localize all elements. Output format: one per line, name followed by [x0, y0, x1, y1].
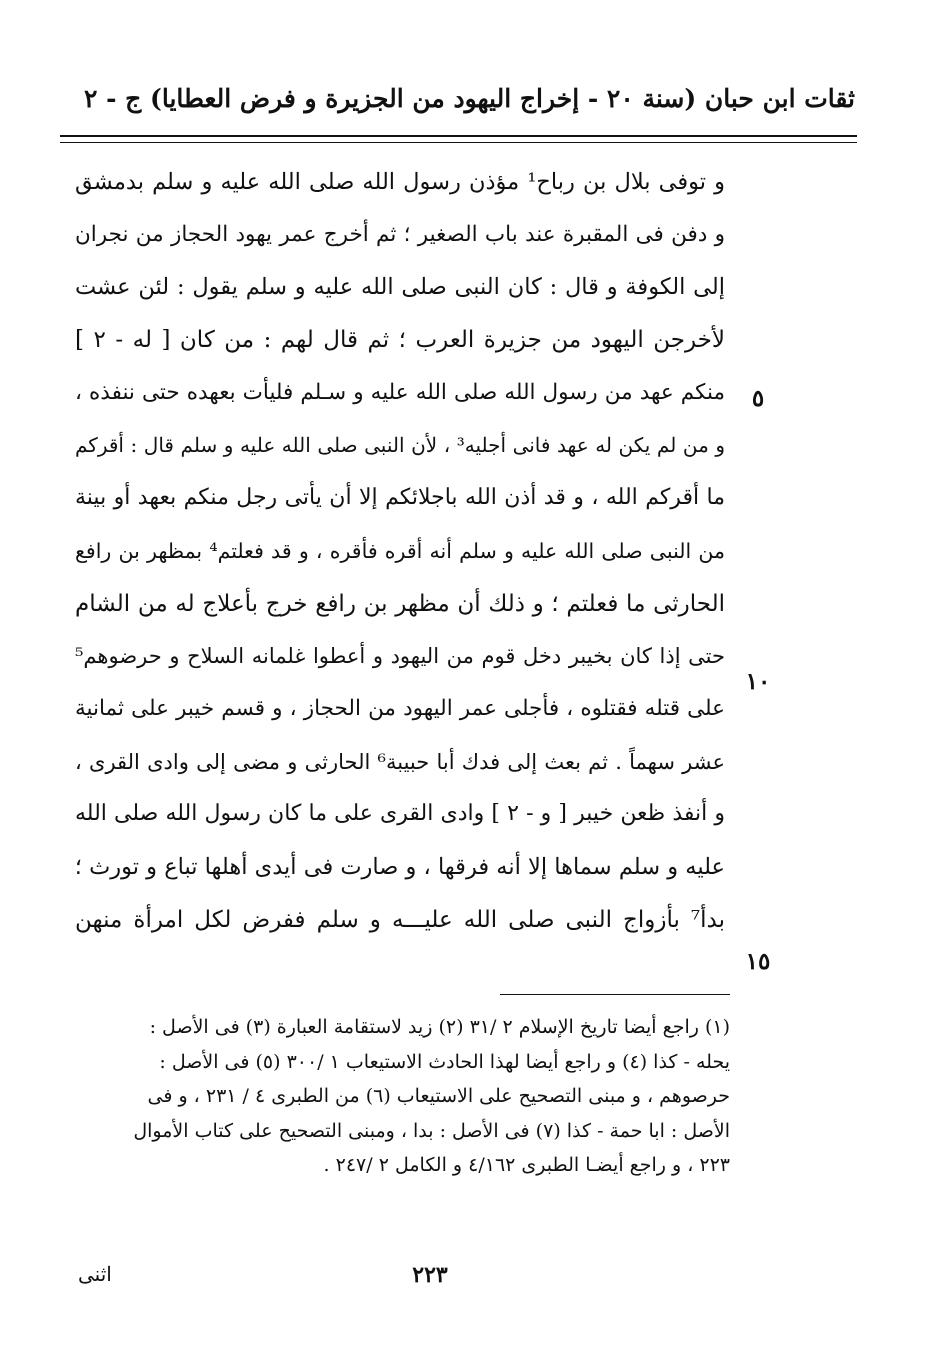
text-line: [75, 578, 725, 631]
text-line: [75, 209, 725, 262]
text-line: [75, 367, 725, 420]
page-number: ٢٢٣: [412, 1262, 448, 1288]
text-line: [75, 630, 725, 683]
signature-word: اثنى: [78, 1262, 112, 1286]
text-line-content: و من لم يكن له عهد فانى أجليه³ ، لأن النبى صلى الله عليه و سلم قال : أقركم: [75, 433, 725, 458]
line-number-10: ١٠: [745, 668, 771, 696]
text-line: [75, 472, 725, 525]
main-text: [75, 156, 725, 946]
text-line: [75, 419, 725, 472]
footnote-line: ٢٢٣ ، و راجع أيضـا الطبرى ٤/١٦٢ و الكامل ٢ /٢٤٧ .: [323, 1154, 730, 1177]
text-line-content: بدأ⁷ بأزواج النبى صلى الله عليـــه و سلم ففرض لكل امرأة منهن: [75, 906, 725, 933]
footnote-line: (١) راجع أيضا تاريخ الإسلام ٢ /٣١ (٢) زيد لاستقامة العبارة (٣) فى الأصل :: [149, 1016, 730, 1038]
text-line: [75, 261, 725, 314]
line-number-15: ١٥: [745, 947, 771, 975]
text-line-content: لأخرجن اليهود من جزيرة العرب ؛ ثم قال لهم : من كان [ له - ٢ ]: [75, 327, 725, 354]
running-header: ثقات ابن حبان (سنة ٢٠ - إخراج اليهود من الجزيرة و فرض العطايا) ج - ٢: [83, 84, 855, 113]
text-line-content: و دفن فى المقبرة عند باب الصغير ؛ ثم أخرج عمر يهود الحجاز من نجران: [75, 221, 725, 247]
text-line: [75, 736, 725, 789]
text-line-content: على قتله فقتلوه ، فأجلى عمر اليهود من الحجاز ، و قسم خيبر على ثمانية: [75, 695, 725, 721]
text-line: [75, 156, 725, 209]
text-line-content: حتى إذا كان بخيبر دخل قوم من اليهود و أعطوا غلمانه السلاح و حرضوهم⁵: [75, 644, 725, 669]
footnotes: [75, 1010, 730, 1183]
text-line: [75, 525, 725, 578]
text-line: [75, 841, 725, 894]
footnote-line: يحله - كذا (٤) و راجع أيضا لهذا الحادث الاستيعاب ١ /٣٠٠ (٥) فى الأصل :: [159, 1050, 730, 1073]
text-line-content: إلى الكوفة و قال : كان النبى صلى الله عليه و سلم يقول : لئن عشت: [75, 274, 725, 301]
text-line: [75, 683, 725, 736]
text-line-content: الحارثى ما فعلتم ؛ و ذلك أن مظهر بن رافع خرج بأعلاج له من الشام: [75, 590, 725, 617]
text-line-content: و أنفذ ظعن خيبر [ و - ٢ ] وادى القرى على ما كان رسول الله صلى الله: [75, 801, 726, 827]
text-line: [75, 894, 725, 947]
text-line: [75, 788, 725, 841]
text-line-content: ما أقركم الله ، و قد أذن الله باجلائكم إلا أن يأتى رجل منكم بعهد أو بينة: [75, 485, 725, 511]
text-line-content: منكم عهد من رسول الله صلى الله عليه و سـلم فليأت بعهده حتى ننفذه ،: [75, 379, 725, 405]
text-line-content: عليه و سلم سماها إلا أنه فرقها ، و صارت فى أيدى أهلها تباع و تورث ؛: [74, 853, 725, 880]
footnote-line: الأصل : ابا حمة - كذا (٧) فى الأصل : بدا ، ومبنى التصحيح على كتاب الأموال: [133, 1119, 730, 1142]
footnote-line: حرصوهم ، و مبنى التصحيح على الاستيعاب (٦) من الطبرى ٤ / ٢٣١ ، و فى: [147, 1085, 730, 1108]
header-rule-thick: [60, 135, 857, 137]
footnote-separator: [500, 994, 730, 995]
text-line: [75, 314, 725, 367]
header-rule-thin: [60, 142, 857, 143]
line-number-5: ٥: [751, 384, 765, 412]
text-line-content: عشر سهماً . ثم بعث إلى فدك أبا حبيبة⁶ الحارثى و مضى إلى وادى القرى ،: [75, 749, 725, 774]
text-line-content: من النبى صلى الله عليه و سلم أنه أقره فأقره ، و قد فعلتم⁴ بمظهر بن رافع: [75, 538, 725, 563]
text-line-content: و توفى بلال بن رباح¹ مؤذن رسول الله صلى الله عليه و سلم بدمشق: [75, 169, 725, 195]
